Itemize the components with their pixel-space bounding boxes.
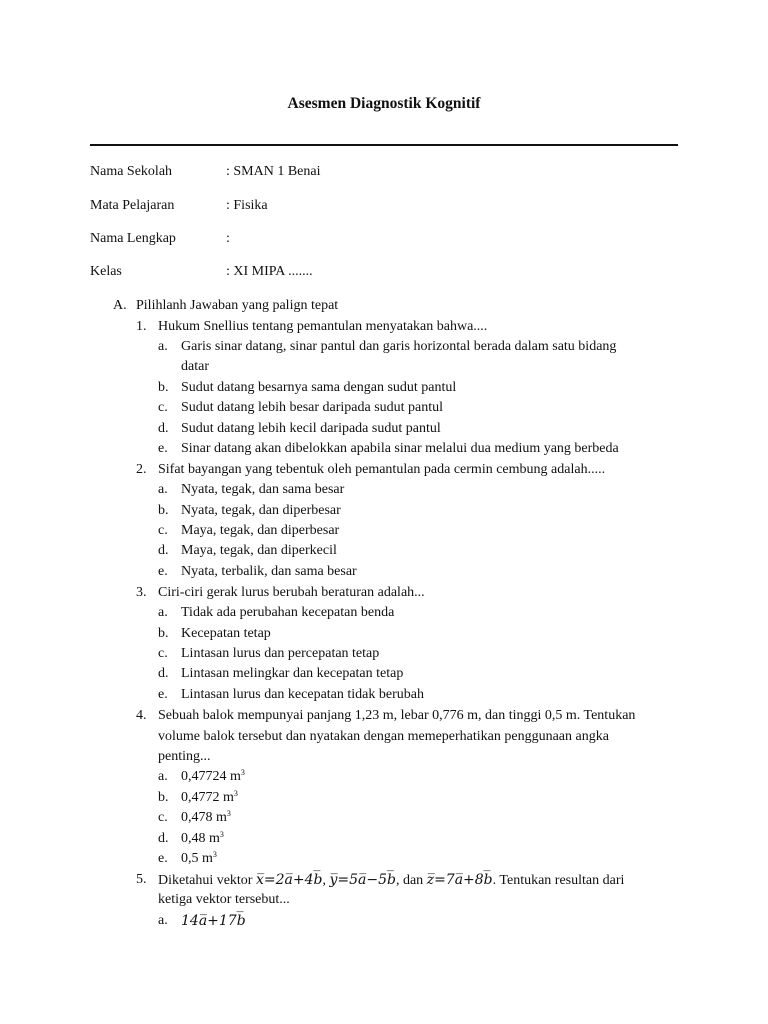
option-letter: e. bbox=[158, 687, 168, 702]
option-value: 0,478 bbox=[181, 810, 213, 825]
identity-value: : SMAN 1 Benai bbox=[226, 164, 321, 179]
option-letter: c. bbox=[158, 400, 168, 415]
exponent: 3 bbox=[240, 768, 245, 777]
question-number: 3. bbox=[136, 585, 147, 600]
option-letter: e. bbox=[158, 851, 168, 866]
question-text: Sifat bayangan yang tebentuk oleh pemantulan pada cermin cembung adalah..... bbox=[158, 462, 606, 477]
exponent: 3 bbox=[233, 789, 238, 798]
option-text: Sudut datang lebih kecil daripada sudut pantul bbox=[181, 421, 441, 436]
identity-label: Mata Pelajaran bbox=[90, 198, 175, 213]
section-heading: Pilihlanh Jawaban yang palign tepat bbox=[136, 298, 339, 313]
option-letter: d. bbox=[158, 831, 169, 846]
exponent: 3 bbox=[212, 850, 217, 859]
option-text: 14a̅+17b̅ bbox=[181, 913, 246, 929]
option-text: Maya, tegak, dan diperbesar bbox=[181, 523, 340, 538]
option-text: Nyata, terbalik, dan sama besar bbox=[181, 564, 357, 579]
option-letter: c. bbox=[158, 646, 168, 661]
option-letter: b. bbox=[158, 626, 169, 641]
option-letter: a. bbox=[158, 482, 168, 497]
question-number: 2. bbox=[136, 462, 147, 477]
question-text bbox=[158, 870, 624, 891]
question-number: 1. bbox=[136, 319, 147, 334]
unit: m bbox=[230, 769, 241, 784]
option-letter: b. bbox=[158, 790, 169, 805]
document-title: Asesmen Diagnostik Kognitif bbox=[287, 95, 481, 112]
option-text: Nyata, tegak, dan diperbesar bbox=[181, 503, 341, 518]
identity-label: Nama Sekolah bbox=[90, 164, 173, 179]
option-text: Sudut datang besarnya sama dengan sudut pantul bbox=[181, 380, 457, 395]
unit: m bbox=[216, 810, 227, 825]
option-letter: c. bbox=[158, 810, 168, 825]
question-text: volume balok tersebut dan nyatakan dengan memeperhatikan penggunaan angka bbox=[158, 729, 609, 744]
option-text bbox=[181, 767, 245, 787]
vector-x-expression: x̅=2a̅+4b̅ bbox=[255, 872, 323, 888]
option-text: Garis sinar datang, sinar pantul dan garis horizontal berada dalam satu bidang bbox=[181, 339, 617, 354]
option-text: Sudut datang lebih besar daripada sudut pantul bbox=[181, 400, 444, 415]
question-number: 4. bbox=[136, 708, 147, 723]
vector-y-expression: y̅=5a̅−5b̅ bbox=[329, 872, 396, 888]
option-value: 0,4772 bbox=[181, 790, 220, 805]
title-divider bbox=[90, 144, 678, 146]
question-text-lead: Diketahui vektor bbox=[158, 873, 256, 888]
option-text: Lintasan lurus dan percepatan tetap bbox=[181, 646, 380, 661]
option-letter: d. bbox=[158, 666, 169, 681]
question-text-separator: , bbox=[322, 873, 330, 888]
option-text: Nyata, tegak, dan sama besar bbox=[181, 482, 345, 497]
section-marker: A. bbox=[113, 298, 127, 313]
identity-value: : bbox=[226, 231, 230, 246]
option-letter: d. bbox=[158, 543, 169, 558]
identity-value: : Fisika bbox=[226, 198, 268, 213]
option-text bbox=[181, 788, 238, 808]
identity-value: : XI MIPA ....... bbox=[226, 264, 313, 279]
option-text: Tidak ada perubahan kecepatan benda bbox=[181, 605, 395, 620]
option-letter: b. bbox=[158, 503, 169, 518]
option-letter: b. bbox=[158, 380, 169, 395]
question-text: ketiga vektor tersebut... bbox=[158, 892, 290, 907]
question-number: 5. bbox=[136, 872, 147, 887]
option-letter: e. bbox=[158, 441, 168, 456]
question-text: Sebuah balok mempunyai panjang 1,23 m, lebar 0,776 m, dan tinggi 0,5 m. Tentukan bbox=[158, 708, 636, 723]
identity-label: Kelas bbox=[90, 264, 122, 279]
option-text: Kecepatan tetap bbox=[181, 626, 271, 641]
unit: m bbox=[223, 790, 234, 805]
option-value: 0,48 bbox=[181, 831, 206, 846]
option-text: Lintasan melingkar dan kecepatan tetap bbox=[181, 666, 404, 681]
option-text: datar bbox=[181, 359, 209, 374]
question-text-tail: . Tentukan resultan dari bbox=[492, 873, 625, 888]
option-letter: c. bbox=[158, 523, 168, 538]
option-letter: a. bbox=[158, 913, 168, 928]
option-value: 0,47724 bbox=[181, 769, 227, 784]
exponent: 3 bbox=[219, 830, 224, 839]
option-letter: a. bbox=[158, 339, 168, 354]
option-text: Lintasan lurus dan kecepatan tidak berubah bbox=[181, 687, 424, 702]
exponent: 3 bbox=[226, 809, 231, 818]
option-letter: e. bbox=[158, 564, 168, 579]
option-letter: d. bbox=[158, 421, 169, 436]
option-text: Sinar datang akan dibelokkan apabila sinar melalui dua medium yang berbeda bbox=[181, 441, 619, 456]
question-text-separator: , dan bbox=[395, 873, 427, 888]
unit: m bbox=[209, 831, 220, 846]
option-text bbox=[181, 829, 224, 849]
identity-label: Nama Lengkap bbox=[90, 231, 176, 246]
question-text: Ciri-ciri gerak lurus berubah beraturan adalah... bbox=[158, 585, 425, 600]
unit: m bbox=[202, 851, 213, 866]
option-letter: a. bbox=[158, 605, 168, 620]
question-text: penting... bbox=[158, 749, 211, 764]
question-text: Hukum Snellius tentang pemantulan menyatakan bahwa.... bbox=[158, 319, 488, 334]
option-text bbox=[181, 849, 217, 869]
option-text bbox=[181, 808, 231, 828]
option-value: 0,5 bbox=[181, 851, 199, 866]
vector-z-expression: z̅=7a̅+8b̅ bbox=[426, 872, 493, 888]
option-letter: a. bbox=[158, 769, 168, 784]
option-text: Maya, tegak, dan diperkecil bbox=[181, 543, 337, 558]
